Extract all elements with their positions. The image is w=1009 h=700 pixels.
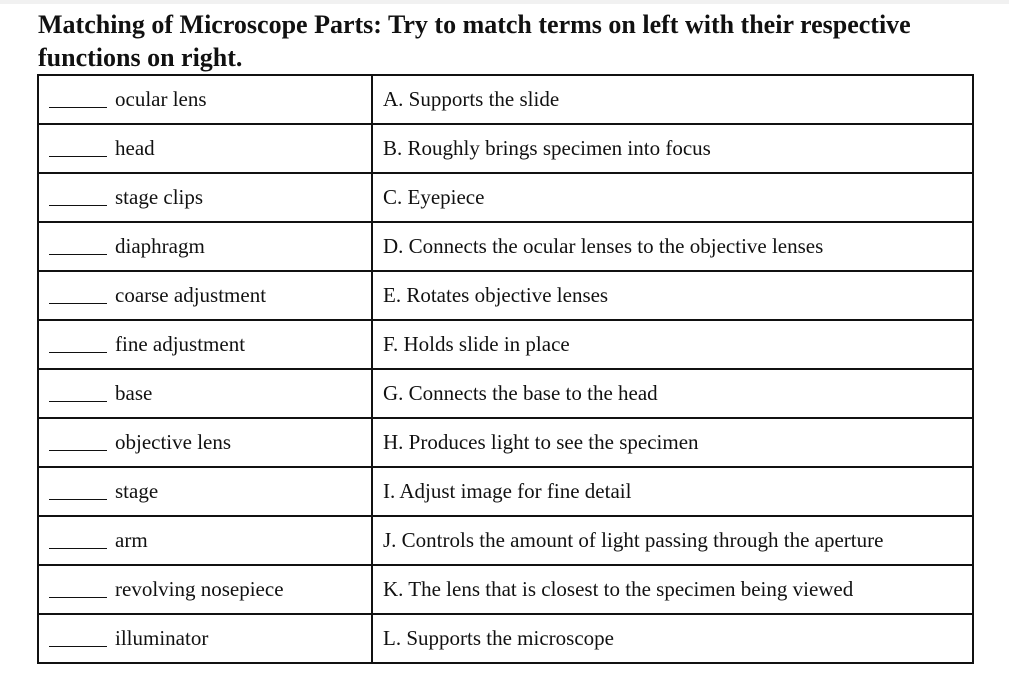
function-label: C. Eyepiece [383, 185, 485, 209]
term-label: arm [115, 528, 148, 552]
matching-table [37, 74, 974, 664]
answer-blank[interactable] [49, 485, 107, 500]
answer-blank[interactable] [49, 338, 107, 353]
worksheet-title: Matching of Microscope Parts: Try to match terms on left with their respective functions on right. [38, 10, 911, 72]
function-label: F. Holds slide in place [383, 332, 570, 356]
table-row [38, 614, 973, 663]
answer-blank[interactable] [49, 534, 107, 549]
term-label: revolving nosepiece [115, 577, 284, 601]
term-cell [38, 222, 372, 271]
answer-blank[interactable] [49, 387, 107, 402]
function-cell [372, 369, 973, 418]
term-label: coarse adjustment [115, 283, 267, 307]
term-label: base [115, 381, 153, 405]
function-label: H. Produces light to see the specimen [383, 430, 699, 454]
term-cell [38, 418, 372, 467]
answer-blank[interactable] [49, 191, 107, 206]
term-cell [38, 75, 372, 124]
term-cell [38, 271, 372, 320]
table-row [38, 565, 973, 614]
answer-blank[interactable] [49, 632, 107, 647]
answer-blank[interactable] [49, 436, 107, 451]
table-row [38, 320, 973, 369]
term-label: stage [115, 479, 159, 503]
function-cell [372, 271, 973, 320]
term-cell [38, 320, 372, 369]
top-divider [0, 0, 1009, 4]
table-row [38, 124, 973, 173]
matching-rows [38, 75, 973, 663]
function-cell [372, 418, 973, 467]
function-cell [372, 320, 973, 369]
term-cell [38, 124, 372, 173]
function-label: K. The lens that is closest to the specimen being viewed [383, 577, 854, 601]
function-cell [372, 516, 973, 565]
table-row [38, 369, 973, 418]
function-label: D. Connects the ocular lenses to the objective lenses [383, 234, 824, 258]
function-cell [372, 614, 973, 663]
function-label: B. Roughly brings specimen into focus [383, 136, 711, 160]
term-cell [38, 467, 372, 516]
table-row [38, 222, 973, 271]
table-row [38, 173, 973, 222]
answer-blank[interactable] [49, 289, 107, 304]
term-label: ocular lens [115, 87, 207, 111]
term-cell [38, 173, 372, 222]
function-label: J. Controls the amount of light passing through the aperture [383, 528, 884, 552]
function-cell [372, 222, 973, 271]
term-label: stage clips [115, 185, 204, 209]
function-cell [372, 173, 973, 222]
table-row [38, 467, 973, 516]
function-label: A. Supports the slide [383, 87, 560, 111]
function-cell [372, 565, 973, 614]
table-row [38, 516, 973, 565]
function-label: G. Connects the base to the head [383, 381, 658, 405]
term-label: objective lens [115, 430, 232, 454]
term-cell [38, 516, 372, 565]
term-cell [38, 369, 372, 418]
function-cell [372, 467, 973, 516]
term-label: head [115, 136, 155, 160]
term-label: fine adjustment [115, 332, 246, 356]
answer-blank[interactable] [49, 142, 107, 157]
term-cell [38, 565, 372, 614]
function-cell [372, 124, 973, 173]
table-row [38, 418, 973, 467]
answer-blank[interactable] [49, 240, 107, 255]
function-label: I. Adjust image for fine detail [383, 479, 632, 503]
term-cell [38, 614, 372, 663]
answer-blank[interactable] [49, 583, 107, 598]
function-label: L. Supports the microscope [383, 626, 614, 650]
term-label: diaphragm [115, 234, 205, 258]
answer-blank[interactable] [49, 93, 107, 108]
term-label: illuminator [115, 626, 209, 650]
table-row [38, 75, 973, 124]
function-label: E. Rotates objective lenses [383, 283, 609, 307]
table-row [38, 271, 973, 320]
function-cell [372, 75, 973, 124]
